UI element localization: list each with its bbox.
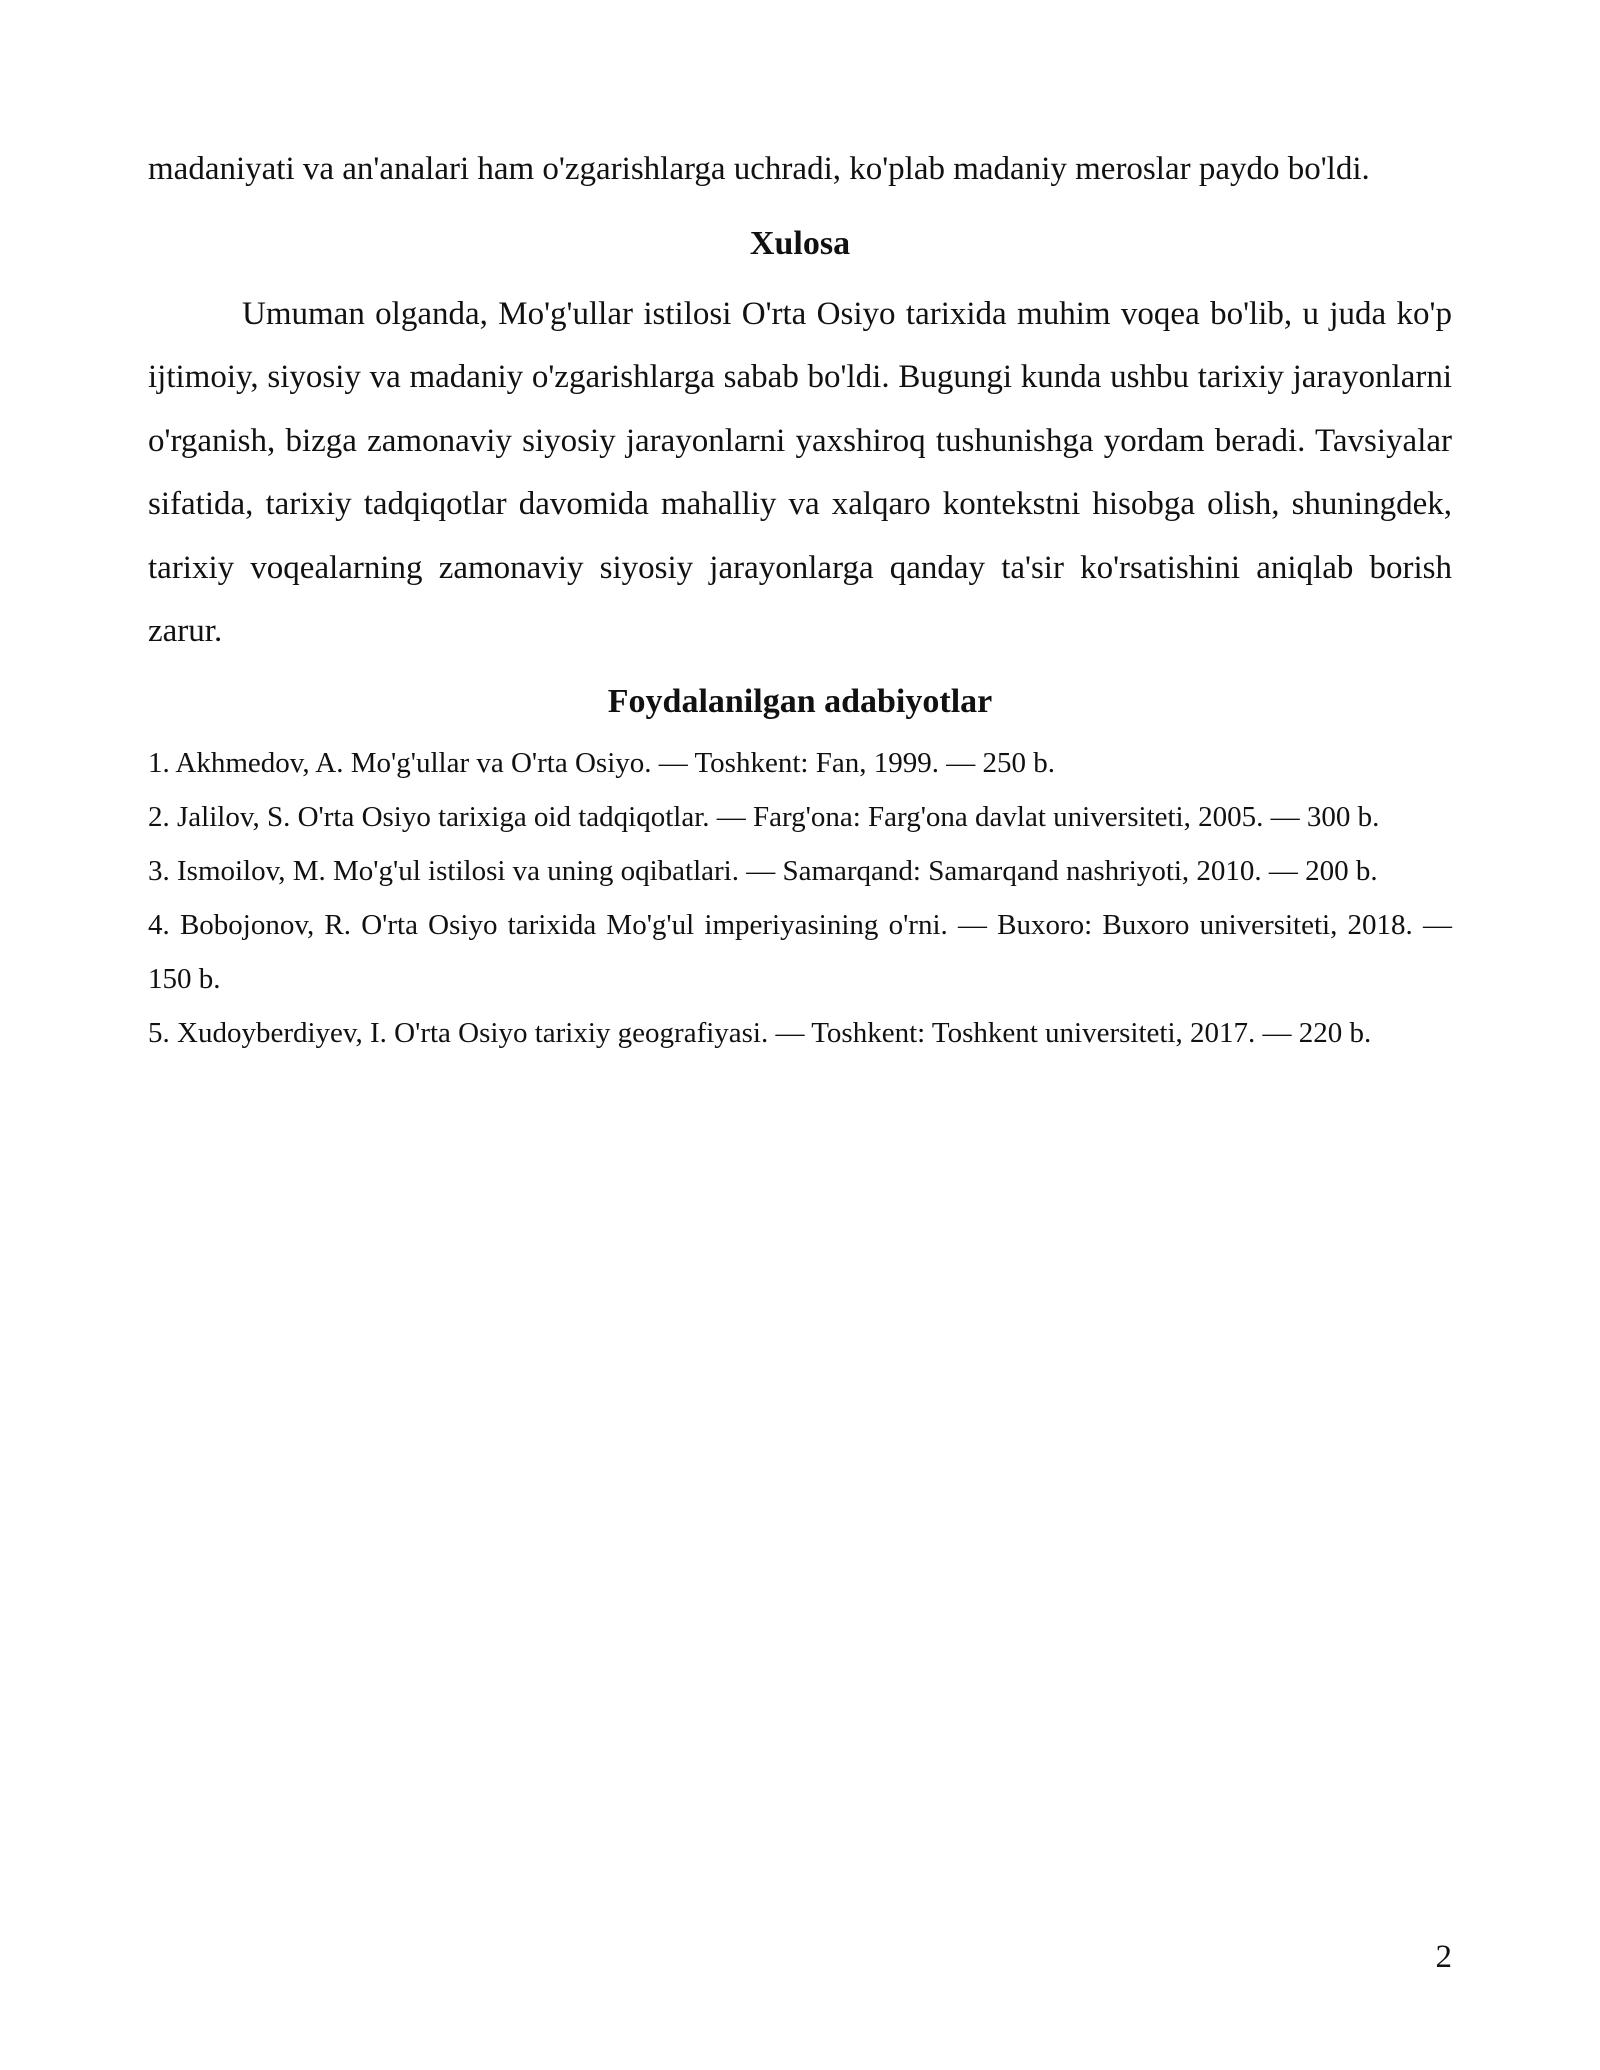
reference-item: 5. Xudoyberdiyev, I. O'rta Osiyo tarixiy geografiyasi. — Toshkent: Toshkent universiteti, 2017. — 220 b. xyxy=(148,1016,1372,1049)
reference-item: 4. Bobojonov, R. O'rta Osiyo tarixida Mo'g'ul imperiyasining o'rni. — Buxoro: Buxoro universiteti, 2018. — 150 b. xyxy=(148,908,1452,995)
references-heading: Foydalanilgan adabiyotlar xyxy=(607,682,993,720)
page-number: 2 xyxy=(1435,1939,1452,1975)
conclusion-heading: Xulosa xyxy=(749,224,851,262)
page-content xyxy=(148,138,1452,1060)
intro-paragraph: madaniyati va an'analari ham o'zgarishlarga uchradi, ko'plab madaniy meroslar paydo bo'ldi. xyxy=(148,151,1370,187)
reference-item: 1. Akhmedov, A. Mo'g'ullar va O'rta Osiyo. — Toshkent: Fan, 1999. — 250 b. xyxy=(148,746,1055,779)
reference-item: 2. Jalilov, S. O'rta Osiyo tarixiga oid tadqiqotlar. — Farg'ona: Farg'ona davlat universiteti, 2005. — 300 b. xyxy=(148,800,1380,833)
reference-item: 3. Ismoilov, M. Mo'g'ul istilosi va uning oqibatlari. — Samarqand: Samarqand nashriyoti, 2010. — 200 b. xyxy=(148,854,1378,887)
conclusion-paragraph: Umuman olganda, Mo'g'ullar istilosi O'rta Osiyo tarixida muhim voqea bo'lib, u juda ko'p ijtimoiy, siyosiy va madaniy o'zgarishlarga sabab bo'ldi. Bugungi kunda ushbu tarixiy jarayonlarni o'rganish, bizga zamonaviy siyosiy jarayonlarni yaxshiroq tushunishga yordam beradi. Tavsiyalar sifatida, tarixiy tadqiqotlar davomida mahalliy va xalqaro kontekstni hisobga olish, shuningdek, tarixiy voqealarning zamonaviy siyosiy jarayonlarga qanday ta'sir ko'rsatishini aniqlab borish zarur. xyxy=(148,295,1452,649)
references-list xyxy=(148,736,1452,1060)
